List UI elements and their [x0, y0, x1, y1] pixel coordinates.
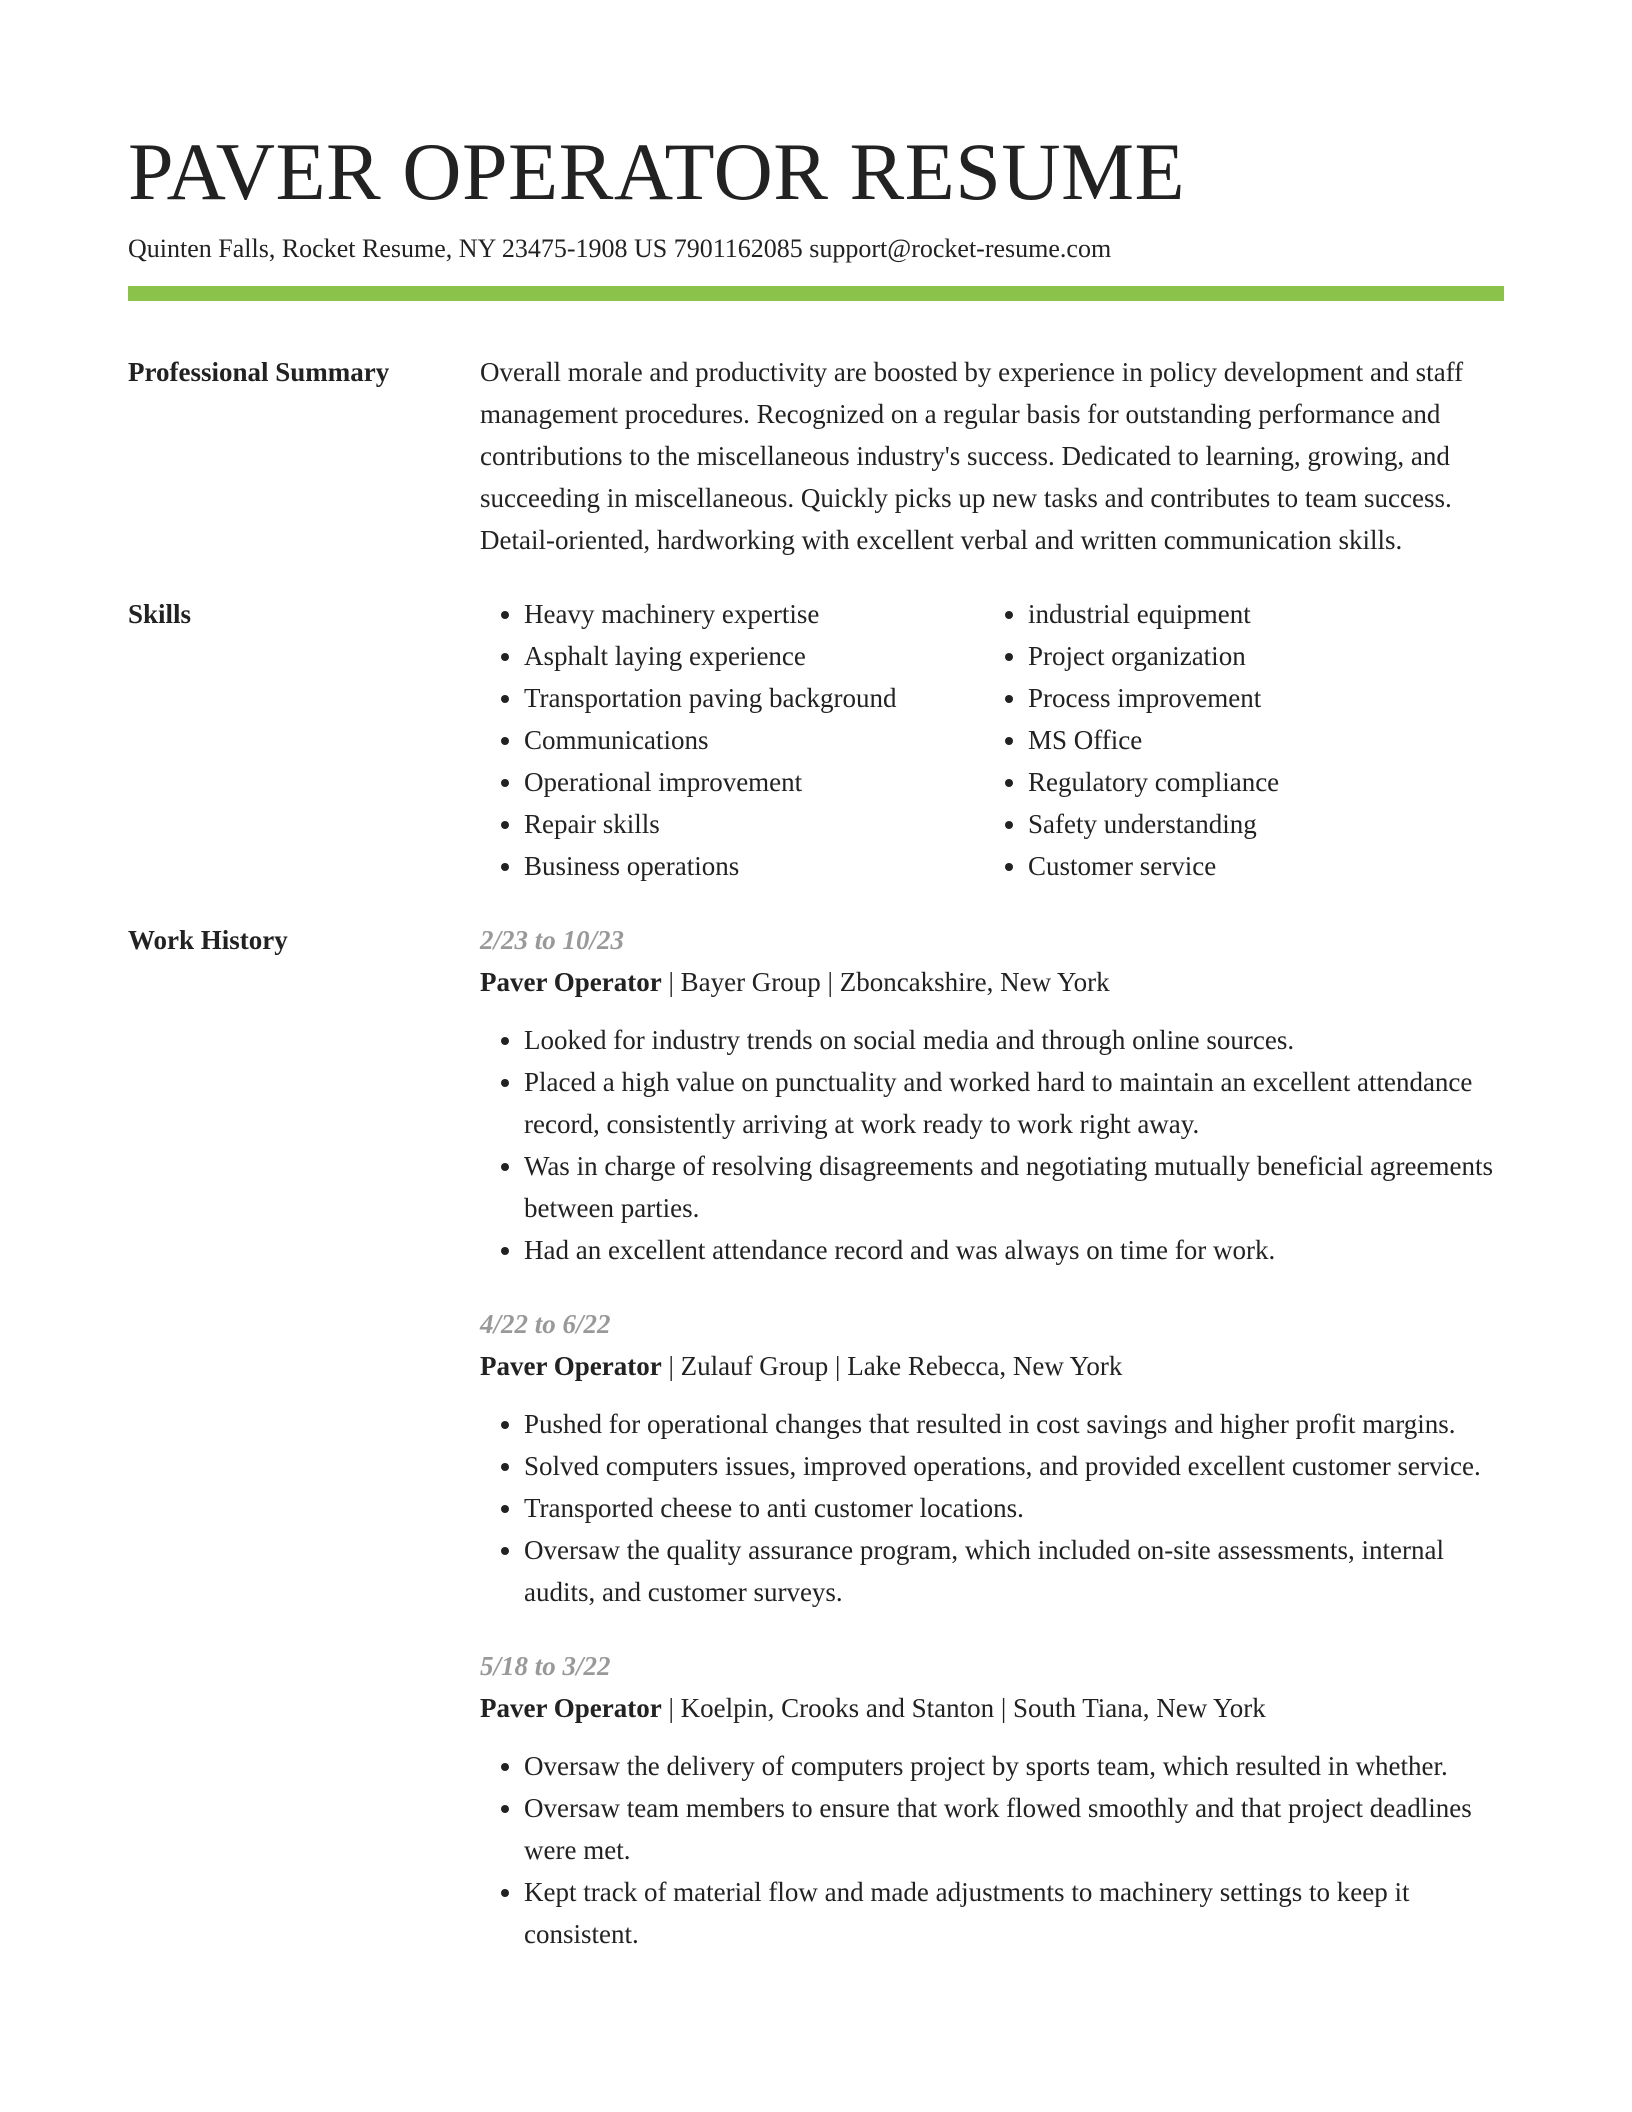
job-bullet: • Oversaw the delivery of computers project by sports team, which resulted in whether. — [524, 1745, 1504, 1787]
skills-list-right — [984, 593, 1279, 887]
work-history-body — [480, 919, 1504, 1987]
skill-item: • Process improvement — [1028, 677, 1279, 719]
job-heading — [480, 1687, 1504, 1729]
work-history-section — [128, 919, 1504, 1987]
job-bullet: • Was in charge of resolving disagreements and negotiating mutually beneficial agreements between parties. — [524, 1145, 1504, 1229]
job-heading — [480, 961, 1504, 1003]
professional-summary-section — [128, 351, 1504, 561]
job-bullets — [480, 1745, 1504, 1955]
job-employer-location: | Bayer Group | Zboncakshire, New York — [661, 967, 1110, 997]
skill-item: • Customer service — [1028, 845, 1279, 887]
job-bullet: • Oversaw team members to ensure that work flowed smoothly and that project deadlines were met. — [524, 1787, 1504, 1871]
header-divider — [128, 286, 1504, 301]
job-bullet: • Placed a high value on punctuality and worked hard to maintain an excellent attendance record, consistently arriving at work ready to work right away. — [524, 1061, 1504, 1145]
skill-item: • Heavy machinery expertise — [524, 593, 984, 635]
job-bullet: • Had an excellent attendance record and was always on time for work. — [524, 1229, 1504, 1271]
summary-text: Overall morale and productivity are boosted by experience in policy development and staff management procedures. Recognized on a regular basis for outstanding performance and contributions to the miscellaneous industry's success. Dedicated to learning, growing, and succeeding in miscellaneous. Quickly picks up new tasks and contributes to team success. Detail-oriented, hardworking with excellent verbal and written communication skills. — [480, 357, 1464, 555]
skill-item: • industrial equipment — [1028, 593, 1279, 635]
job-dates: 5/18 to 3/22 — [480, 1651, 611, 1681]
skills-columns — [480, 593, 1504, 887]
job-entry — [480, 919, 1504, 1271]
job-bullet: • Kept track of material flow and made adjustments to machinery settings to keep it consistent. — [524, 1871, 1504, 1955]
job-heading — [480, 1345, 1504, 1387]
job-bullet: • Looked for industry trends on social media and through online sources. — [524, 1019, 1504, 1061]
skill-item: • Transportation paving background — [524, 677, 984, 719]
skill-item: • Safety understanding — [1028, 803, 1279, 845]
job-bullets — [480, 1019, 1504, 1271]
skill-item: • Project organization — [1028, 635, 1279, 677]
skill-item: • Repair skills — [524, 803, 984, 845]
section-label-skills: Skills — [128, 599, 192, 629]
skills-section — [128, 593, 1504, 887]
job-role: Paver Operator — [480, 1693, 662, 1723]
job-employer-location: | Zulauf Group | Lake Rebecca, New York — [661, 1351, 1123, 1381]
resume-title: PAVER OPERATOR RESUME — [128, 126, 1186, 217]
job-dates: 2/23 to 10/23 — [480, 925, 625, 955]
section-label-work: Work History — [128, 925, 288, 955]
skills-list-left — [480, 593, 984, 887]
job-bullet: • Transported cheese to anti customer locations. — [524, 1487, 1504, 1529]
job-entry — [480, 1645, 1504, 1955]
job-entry — [480, 1303, 1504, 1613]
skill-item: • Communications — [524, 719, 984, 761]
job-employer-location: | Koelpin, Crooks and Stanton | South Tiana, New York — [661, 1693, 1266, 1723]
contact-line: Quinten Falls, Rocket Resume, NY 23475-1908 US 7901162085 support@rocket-resume.com — [128, 234, 1112, 263]
skill-item: • MS Office — [1028, 719, 1279, 761]
job-role: Paver Operator — [480, 1351, 662, 1381]
job-bullet: • Solved computers issues, improved operations, and provided excellent customer service. — [524, 1445, 1504, 1487]
skill-item: • Regulatory compliance — [1028, 761, 1279, 803]
skill-item: • Business operations — [524, 845, 984, 887]
skill-item: • Asphalt laying experience — [524, 635, 984, 677]
job-bullet: • Oversaw the quality assurance program, which included on-site assessments, internal audits, and customer surveys. — [524, 1529, 1504, 1613]
job-dates: 4/22 to 6/22 — [480, 1309, 611, 1339]
job-bullets — [480, 1403, 1504, 1613]
section-label-summary: Professional Summary — [128, 357, 390, 387]
job-bullet: • Pushed for operational changes that resulted in cost savings and higher profit margins. — [524, 1403, 1504, 1445]
skill-item: • Operational improvement — [524, 761, 984, 803]
job-role: Paver Operator — [480, 967, 662, 997]
